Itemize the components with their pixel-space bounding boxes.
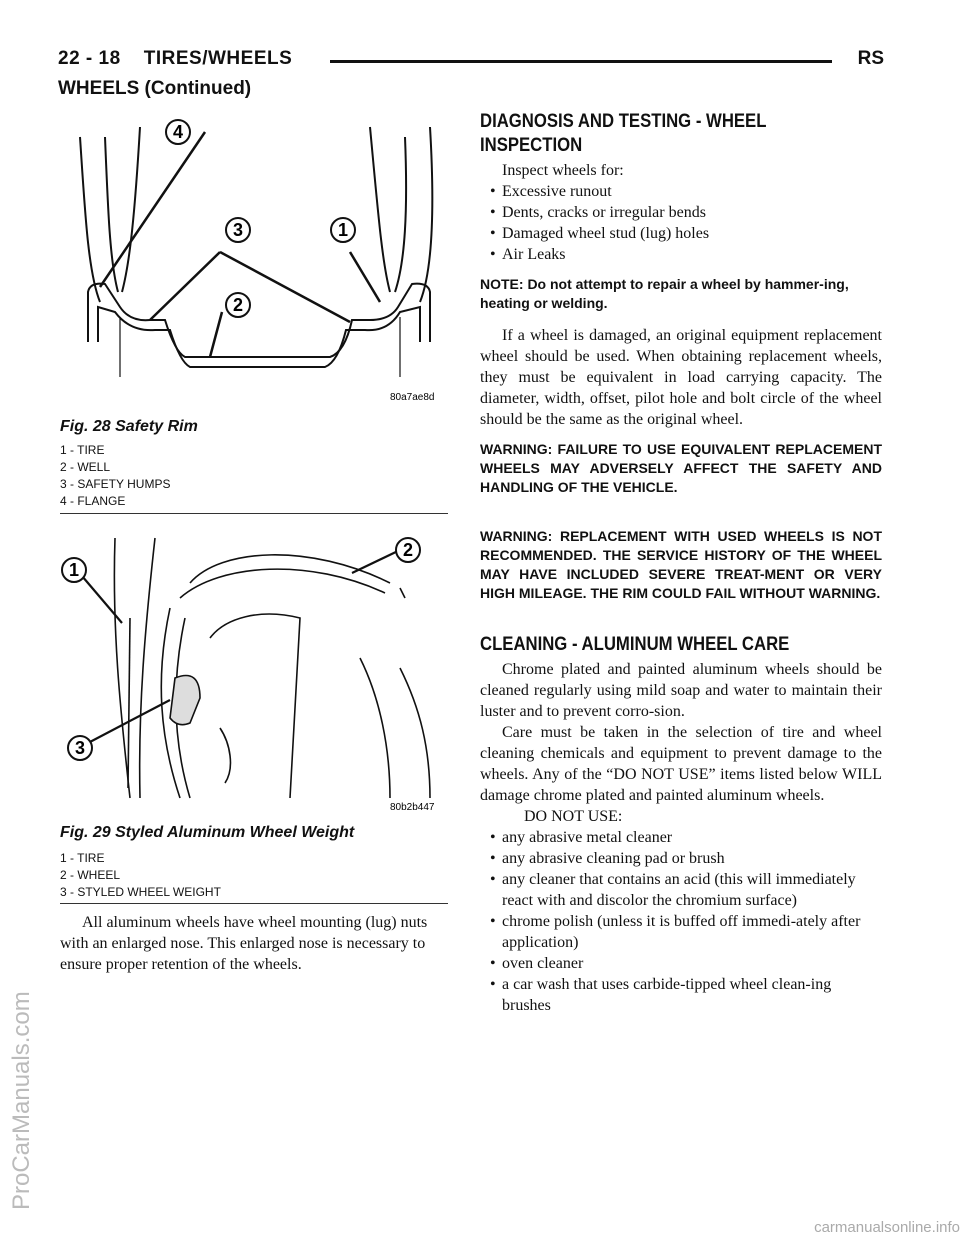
diagnosis-heading-line1: DIAGNOSIS AND TESTING - WHEEL (480, 111, 767, 132)
legend-item: 2 - WHEEL (60, 868, 121, 882)
warning-used-wheels: WARNING: REPLACEMENT WITH USED WHEELS IS NOT RECOMMENDED. THE SERVICE HISTORY OF THE WHEEL MAY HAVE INCLUDED SEVERE TREAT-MENT OR VERY HIGH MILEAGE. THE RIM COULD FAIL WITHOUT WARNING. (480, 528, 882, 601)
fig29-title: Fig. 29 Styled Aluminum Wheel Weight (60, 824, 355, 841)
lug-nut-paragraph: All aluminum wheels have wheel mounting (lug) nuts with an enlarged nose. This enlarged nose is necessary to ensure proper retention of the wheels. (60, 914, 428, 973)
figure-divider (60, 513, 448, 514)
watermark-sidebar: ProCarManuals.com (8, 991, 35, 1210)
figure-safety-rim (60, 112, 450, 412)
legend-item: 4 - FLANGE (60, 494, 126, 508)
list-item: • chrome polish (unless it is buffed off immedi-ately after application) (480, 911, 882, 953)
fig28-code: 80a7ae8d (390, 392, 435, 403)
header-rule (330, 60, 832, 63)
cleaning-paragraph-2: Care must be taken in the selection of tire and wheel cleaning chemicals and equipment to prevent damage to the wheels. Any of the “DO NOT USE” items listed below WILL damage chrome plated and painted aluminum wheels. (480, 724, 882, 804)
continued-heading: WHEELS (Continued) (58, 78, 252, 99)
page-header (58, 44, 884, 74)
list-item: • Air Leaks (480, 244, 882, 265)
legend-item: 1 - TIRE (60, 443, 105, 457)
fig29-legend (60, 850, 221, 901)
footer-watermark: carmanualsonline.info (814, 1219, 960, 1236)
warning-equivalent: WARNING: FAILURE TO USE EQUIVALENT REPLACEMENT WHEELS MAY ADVERSELY AFFECT THE SAFETY AND HANDLING OF THE VEHICLE. (480, 441, 882, 495)
fig28-callout-1: 1 (337, 220, 349, 240)
list-item: • Dents, cracks or irregular bends (480, 202, 882, 223)
left-paragraph (60, 912, 448, 975)
do-not-use-label: DO NOT USE: (524, 808, 623, 825)
legend-item: 1 - TIRE (60, 851, 105, 865)
cleaning-heading: CLEANING - ALUMINUM WHEEL CARE (480, 634, 790, 655)
list-item: • Excessive runout (480, 181, 882, 202)
list-item: • any abrasive cleaning pad or brush (480, 848, 882, 869)
right-column (480, 110, 882, 1016)
fig28-callout-4: 4 (172, 122, 184, 142)
fig29-code: 80b2b447 (390, 802, 435, 813)
list-item: • any abrasive metal cleaner (480, 827, 882, 848)
fig28-callout-3: 3 (232, 220, 244, 240)
damage-paragraph: If a wheel is damaged, an original equipment replacement wheel should be used. When obtaining replacement wheels, they must be equivalent in load carrying capacity. The diameter, width, offset, pilot hole and bolt circle of the wheel should be the same as the original wheel. (480, 327, 882, 428)
header-section: 22 - 18 TIRES/WHEELS (58, 48, 293, 69)
list-item: • a car wash that uses carbide-tipped wheel clean-ing brushes (480, 974, 882, 1016)
inspect-intro: Inspect wheels for: (502, 162, 624, 179)
legend-item: 3 - STYLED WHEEL WEIGHT (60, 885, 221, 899)
list-item: • oven cleaner (480, 953, 882, 974)
header-model: RS (857, 48, 884, 69)
list-item: • any cleaner that contains an acid (this will immediately react with and discolor the chromium surface) (480, 869, 882, 911)
fig29-callout-1: 1 (68, 560, 80, 580)
figure-wheel-weight (60, 528, 450, 818)
list-item: • Damaged wheel stud (lug) holes (480, 223, 882, 244)
note-text: NOTE: Do not attempt to repair a wheel by hammer-ing, heating or welding. (480, 276, 849, 311)
fig28-legend (60, 442, 170, 510)
legend-item: 3 - SAFETY HUMPS (60, 477, 171, 491)
fig28-title: Fig. 28 Safety Rim (60, 418, 198, 435)
fig29-callout-3: 3 (74, 738, 86, 758)
legend-item: 2 - WELL (60, 460, 111, 474)
cleaning-paragraph-1: Chrome plated and painted aluminum wheels should be cleaned regularly using mild soap and water to maintain their luster and to prevent corro-sion. (480, 661, 882, 720)
fig29-callout-2: 2 (402, 540, 414, 560)
fig28-callout-2: 2 (232, 295, 244, 315)
diagnosis-heading-line2: INSPECTION (480, 135, 583, 156)
figure-divider (60, 903, 448, 904)
